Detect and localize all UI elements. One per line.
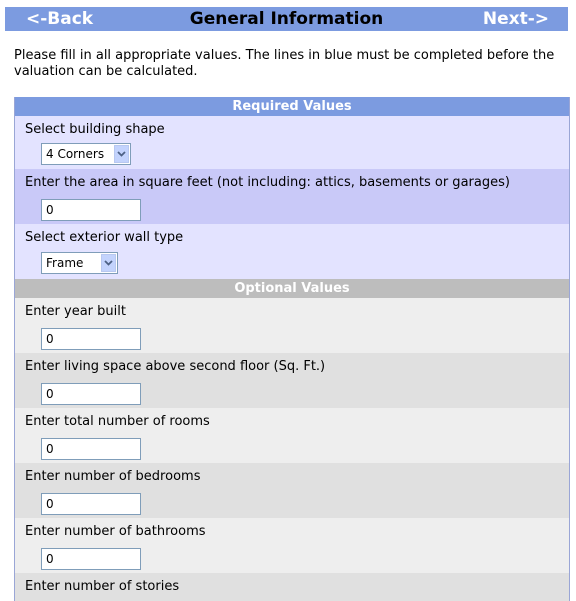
- bedrooms-label: Enter number of bedrooms: [25, 469, 201, 484]
- chevron-down-icon: [101, 254, 116, 272]
- area-label: Enter the area in square feet (not including: attics, basements or garages): [25, 175, 510, 190]
- total-rooms-input[interactable]: [41, 438, 141, 460]
- living-space-row: [15, 353, 569, 408]
- valuation-form: [14, 97, 570, 601]
- bathrooms-label: Enter number of bathrooms: [25, 524, 206, 539]
- bathrooms-row: [15, 518, 569, 573]
- building-shape-value: 4 Corners: [46, 147, 105, 161]
- area-row: [15, 169, 569, 224]
- building-shape-label: Select building shape: [25, 122, 165, 137]
- stories-label: Enter number of stories: [25, 579, 180, 594]
- back-link[interactable]: <-Back: [26, 9, 94, 29]
- bedrooms-input[interactable]: [41, 493, 141, 515]
- year-built-input[interactable]: [41, 328, 141, 350]
- living-space-label: Enter living space above second floor (Sq. Ft.): [25, 359, 326, 374]
- total-rooms-row: [15, 408, 569, 463]
- optional-values-header: Optional Values: [15, 279, 569, 298]
- next-link[interactable]: Next->: [482, 9, 549, 29]
- required-values-header: Required Values: [15, 97, 569, 116]
- wall-type-row: [15, 224, 569, 279]
- bedrooms-row: [15, 463, 569, 518]
- total-rooms-label: Enter total number of rooms: [25, 414, 210, 429]
- header-bar: [5, 7, 568, 31]
- wall-type-label: Select exterior wall type: [25, 230, 184, 245]
- chevron-down-icon: [114, 145, 129, 163]
- wall-type-select[interactable]: [41, 252, 118, 274]
- page-title: General Information: [189, 9, 384, 29]
- instructions-text: Please fill in all appropriate values. The lines in blue must be completed before the valuation can be calculated.: [14, 48, 555, 79]
- year-built-label: Enter year built: [25, 304, 126, 319]
- wall-type-value: Frame: [46, 256, 84, 270]
- stories-row: [15, 573, 569, 601]
- bathrooms-input[interactable]: [41, 548, 141, 570]
- area-input[interactable]: [41, 199, 141, 221]
- building-shape-row: [15, 116, 569, 169]
- year-built-row: [15, 298, 569, 353]
- living-space-input[interactable]: [41, 383, 141, 405]
- building-shape-select[interactable]: [41, 143, 131, 165]
